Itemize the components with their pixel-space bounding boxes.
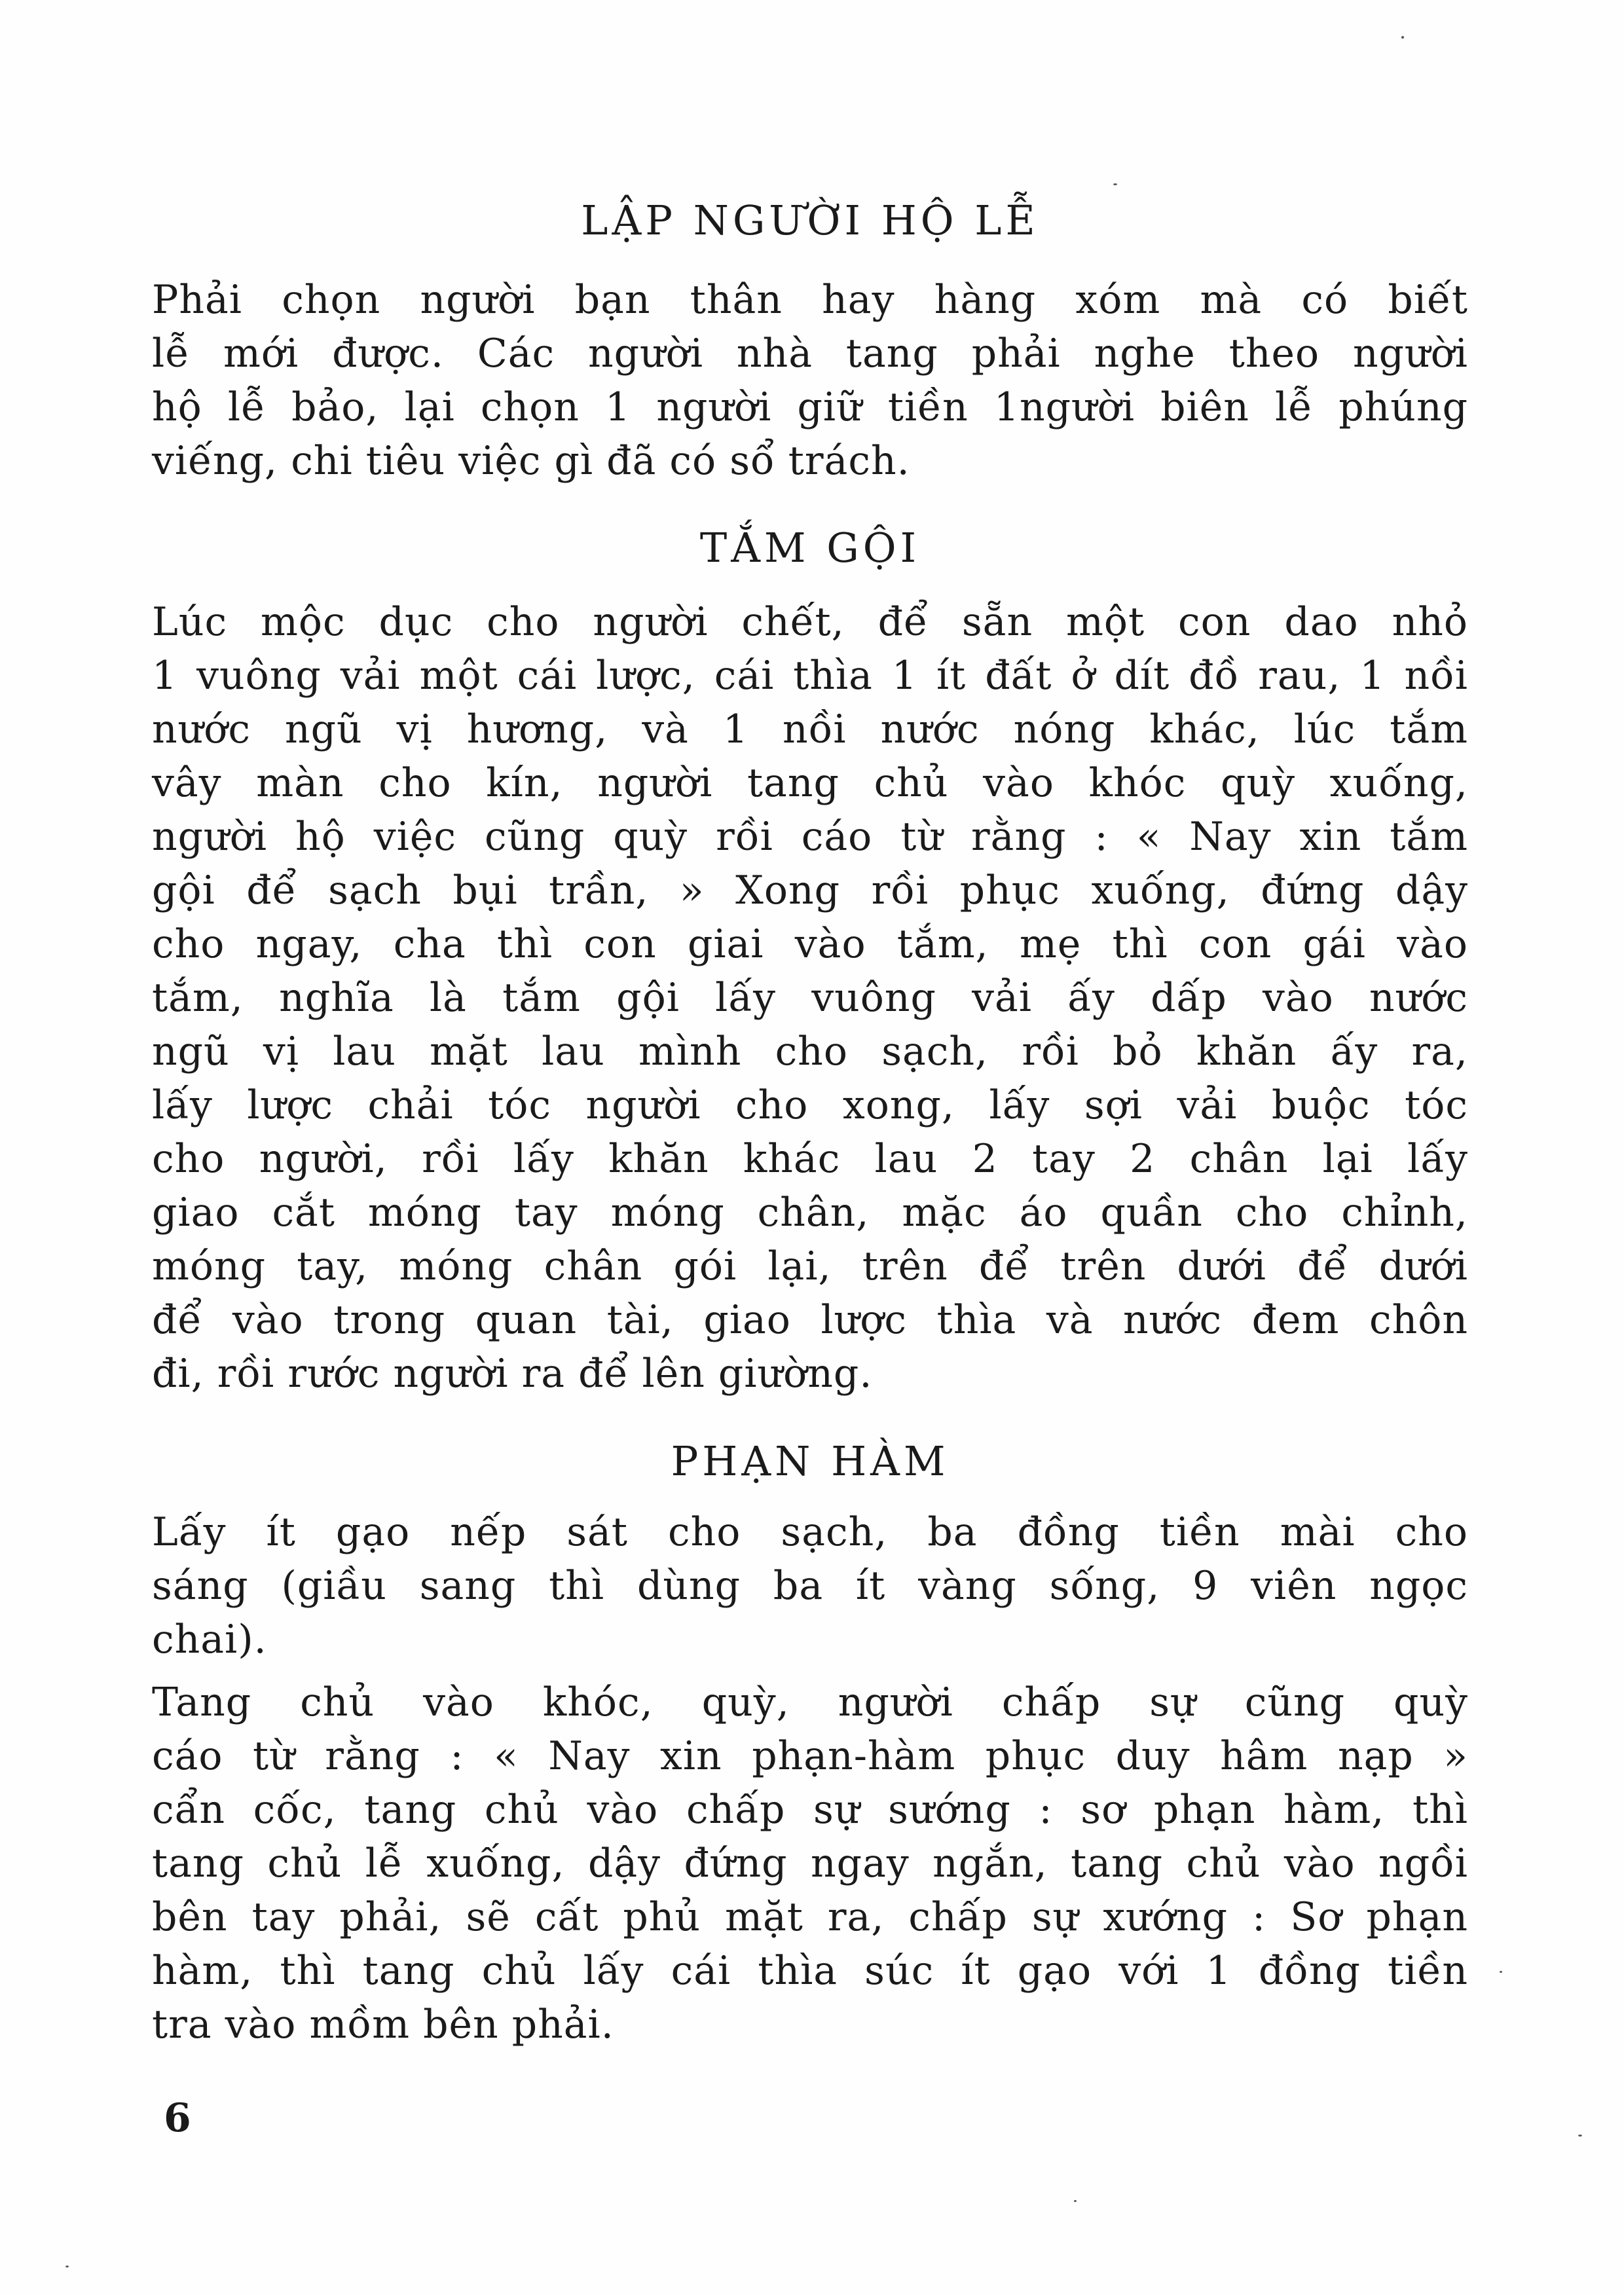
paragraph-line: tra vào mồm bên phải. [152,2002,614,2047]
paragraph-line: Tang chủ vào khóc, quỳ, người chấp sự cũng quỳ [152,1680,1468,1725]
paragraph-line: cẩn cốc, tang chủ vào chấp sự sướng : sơ phạn hàm, thì [152,1787,1468,1833]
paragraph-line: gội để sạch bụi trần, » Xong rồi phục xuống, đứng dậy [152,868,1468,913]
scan-speck [1401,36,1404,39]
paragraph-line: 1 vuông vải một cái lược, cái thìa 1 ít đất ở dít đồ rau, 1 nồi [152,653,1468,699]
paragraph-line: vây màn cho kín, người tang chủ vào khóc quỳ xuống, [152,760,1468,806]
paragraph-line: Lúc mộc dục cho người chết, để sẵn một con dao nhỏ [152,599,1468,645]
paragraph-line: cho ngay, cha thì con giai vào tắm, mẹ thì con gái vào [152,921,1468,967]
paragraph-line: móng tay, móng chân gói lại, trên để trên dưới để dưới [152,1243,1468,1289]
paragraph-line: tang chủ lễ xuống, dậy đứng ngay ngắn, tang chủ vào ngồi [152,1841,1468,1886]
section-heading-lap-nguoi-ho-le: LẬP NGƯỜI HỘ LỄ [581,196,1039,244]
paragraph-line: cáo từ rằng : « Nay xin phạn-hàm phục duy hâm nạp » [152,1733,1468,1779]
paragraph-line: để vào trong quan tài, giao lược thìa và nước đem chôn [152,1297,1468,1343]
paragraph-line: người hộ việc cũng quỳ rồi cáo từ rằng : « Nay xin tắm [152,814,1468,860]
page-number: 6 [164,2095,191,2141]
paragraph-line: Lấy ít gạo nếp sát cho sạch, ba đồng tiền mài cho [152,1509,1468,1555]
paragraph-line: hàm, thì tang chủ lấy cái thìa súc ít gạo với 1 đồng tiền [152,1948,1468,1994]
paragraph-line: lấy lược chải tóc người cho xong, lấy sợi vải buộc tóc [152,1082,1468,1128]
paragraph-line: giao cắt móng tay móng chân, mặc áo quần cho chỉnh, [152,1190,1468,1236]
scan-speck [65,2266,69,2267]
scan-speck [1578,2135,1582,2137]
paragraph-line: viếng, chi tiêu việc gì đã có sổ trách. [152,438,910,484]
paragraph-line: chai). [152,1617,267,1662]
section-heading-tam-goi: TẮM GỘI [699,524,921,572]
scan-speck [1074,2200,1077,2202]
scan-speck [1113,183,1117,185]
paragraph-line: Phải chọn người bạn thân hay hàng xóm mà có biết [152,277,1468,323]
paragraph-line: hộ lễ bảo, lại chọn 1 người giữ tiền 1người biên lễ phúng [152,384,1468,430]
paragraph-line: đi, rồi rước người ra để lên giường. [152,1351,873,1397]
paragraph-line: tắm, nghĩa là tắm gội lấy vuông vải ấy dấp vào nước [152,975,1468,1021]
paragraph-line: sáng (giầu sang thì dùng ba ít vàng sống, 9 viên ngọc [152,1563,1468,1609]
section-heading-phan-ham: PHẠN HÀM [671,1437,950,1485]
paragraph-line: bên tay phải, sẽ cất phủ mặt ra, chấp sự xướng : Sơ phạn [152,1894,1468,1940]
paragraph-line: nước ngũ vị hương, và 1 nồi nước nóng khác, lúc tắm [152,707,1468,752]
scan-speck [1500,1971,1502,1973]
paragraph-line: ngũ vị lau mặt lau mình cho sạch, rồi bỏ khăn ấy ra, [152,1029,1468,1074]
paragraph-line: cho người, rồi lấy khăn khác lau 2 tay 2 chân lại lấy [152,1136,1468,1182]
paragraph-line: lễ mới được. Các người nhà tang phải nghe theo người [152,331,1468,376]
